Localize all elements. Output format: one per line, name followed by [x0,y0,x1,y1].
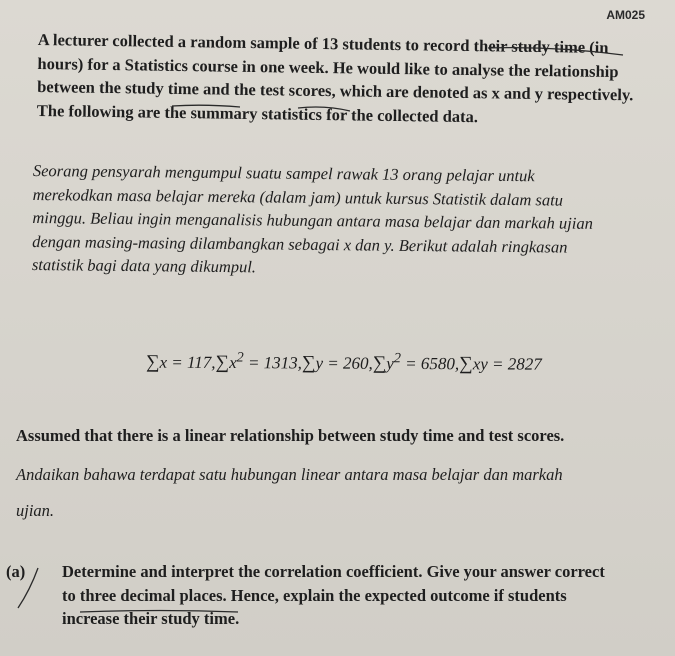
assumption-malay [16,463,661,522]
question-a-line: Determine and interpret the correlation coefficient. Give your answer correct [62,562,605,581]
sum-y2-base: y [386,353,394,373]
malay-intro-line: statistik bagi data yang dikumpul. [31,254,257,277]
question-a-line: increase their study time. [62,609,240,628]
malay-intro-line: minggu. Beliau ingin menganalisis hubungan antara masa belajar dan markah ujian [32,207,594,233]
malay-intro-line: dengan masing-masing dilambangkan sebagai x dan y. Berikut adalah ringkasan [32,231,568,257]
assumption-english [16,424,661,448]
sum-x2-exponent: 2 [236,349,244,366]
malay-intro [32,159,653,283]
english-intro-line: hours) for a Statistics course in one week. He would like to analyse the relationship [37,53,619,81]
sum-y2-value: = 6580, [400,353,460,374]
sigma-symbol: ∑ [459,353,473,375]
malay-intro-line: Seorang pensyarah mengumpul suatu sampel rawak 13 orang pelajar untuk [32,160,535,186]
question-a-line: to three decimal places. Hence, explain the expected outcome if students [62,585,567,605]
sigma-symbol: ∑ [372,352,387,374]
summary-statistics [146,349,542,376]
english-intro-line: between the study time and the test scores, which are denoted as x and y respectively. [37,76,634,105]
english-intro-line: The following are the summary statistics for the collected data. [36,100,479,126]
english-intro [37,28,658,131]
question-a-text [62,560,672,631]
sum-x2-value: = 1313, [243,353,303,373]
sum-xy: xy = 2827 [472,354,542,374]
english-intro-line: A lecturer collected a random sample of 13 students to record their study time (in [37,29,609,57]
assumption-malay-line: Andaikan bahawa terdapat satu hubungan linear antara masa belajar dan markah [16,465,563,484]
question-code: AM025 [606,8,645,22]
assumption-malay-line: ujian. [16,500,55,520]
sum-y: y = 260, [315,353,373,373]
sum-y2-exponent: 2 [393,350,402,367]
assumption-english-line: Assumed that there is a linear relationship between study time and test scores. [16,426,565,445]
sum-x2-base: x [229,353,237,373]
sigma-symbol: ∑ [215,351,230,374]
sigma-symbol: ∑ [301,352,316,374]
question-a-label: (a) [6,562,26,581]
sigma-symbol: ∑ [145,351,160,373]
sum-x: x = 117, [159,352,216,372]
malay-intro-line: merekodkan masa belajar mereka (dalam jam) untuk kursus Statistik dalam satu [32,184,564,210]
